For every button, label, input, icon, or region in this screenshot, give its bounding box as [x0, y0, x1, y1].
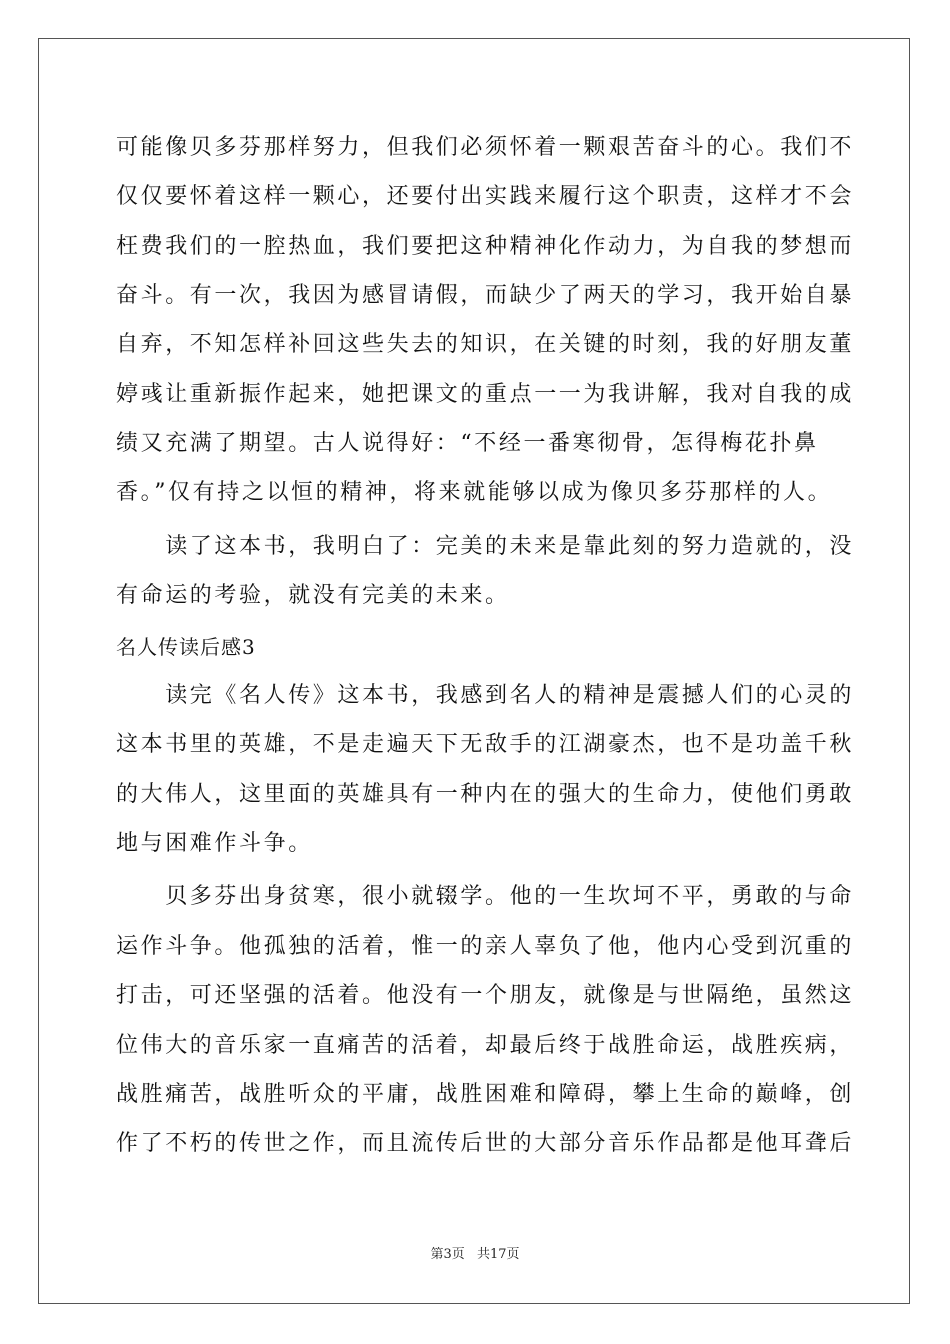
text-line: 绩又充满了期望。古人说得好：“不经一番寒彻骨，怎得梅花扑鼻	[116, 431, 819, 456]
text-line: 这本书里的英雄，不是走遍天下无敌手的江湖豪杰，也不是功盖千秋	[116, 732, 855, 757]
text-line: 地与困难作斗争。	[116, 831, 313, 856]
text-line: 的大伟人，这里面的英雄具有一种内在的强大的生命力，使他们勇敢	[116, 782, 855, 807]
text-line: 枉费我们的一腔热血，我们要把这种精神化作动力，为自我的梦想而	[116, 234, 855, 259]
text-line: 战胜痛苦，战胜听众的平庸，战胜困难和障碍，攀上生命的巅峰，创	[116, 1082, 855, 1107]
text-line: 读完《名人传》这本书，我感到名人的精神是震撼人们的心灵的	[116, 683, 855, 708]
text-line: 作了不朽的传世之作，而且流传后世的大部分音乐作品都是他耳聋后	[116, 1131, 855, 1156]
text-line: 自弃，不知怎样补回这些失去的知识，在关键的时刻，我的好朋友董	[116, 332, 855, 357]
text-line: 香。”仅有持之以恒的精神，将来就能够以成为像贝多芬那样的人。	[116, 480, 833, 505]
text-line: 可能像贝多芬那样努力，但我们必须怀着一颗艰苦奋斗的心。我们不	[116, 135, 855, 160]
text-line: 读了这本书，我明白了：完美的未来是靠此刻的努力造就的，没	[116, 534, 855, 559]
text-line: 婷彧让重新振作起来，她把课文的重点一一为我讲解，我对自我的成	[116, 382, 855, 407]
page-number: 第3页	[430, 1247, 465, 1262]
text-line: 贝多芬出身贫寒，很小就辍学。他的一生坎坷不平，勇敢的与命	[116, 884, 855, 909]
page-frame	[38, 38, 910, 1304]
text-line: 有命运的考验，就没有完美的未来。	[116, 583, 510, 608]
section-heading: 名人传读后感3	[116, 635, 256, 659]
page-footer	[0, 1246, 950, 1264]
text-line: 打击，可还坚强的活着。他没有一个朋友，就像是与世隔绝，虽然这	[116, 983, 855, 1008]
text-line: 位伟大的音乐家一直痛苦的活着，却最后终于战胜命运，战胜疾病，	[116, 1033, 855, 1058]
page-total: 共17页	[476, 1247, 520, 1262]
text-line: 运作斗争。他孤独的活着，惟一的亲人辜负了他，他内心受到沉重的	[116, 934, 855, 959]
text-line: 仅仅要怀着这样一颗心，还要付出实践来履行这个职责，这样才不会	[116, 184, 855, 209]
text-line: 奋斗。有一次，我因为感冒请假，而缺少了两天的学习，我开始自暴	[116, 283, 855, 308]
